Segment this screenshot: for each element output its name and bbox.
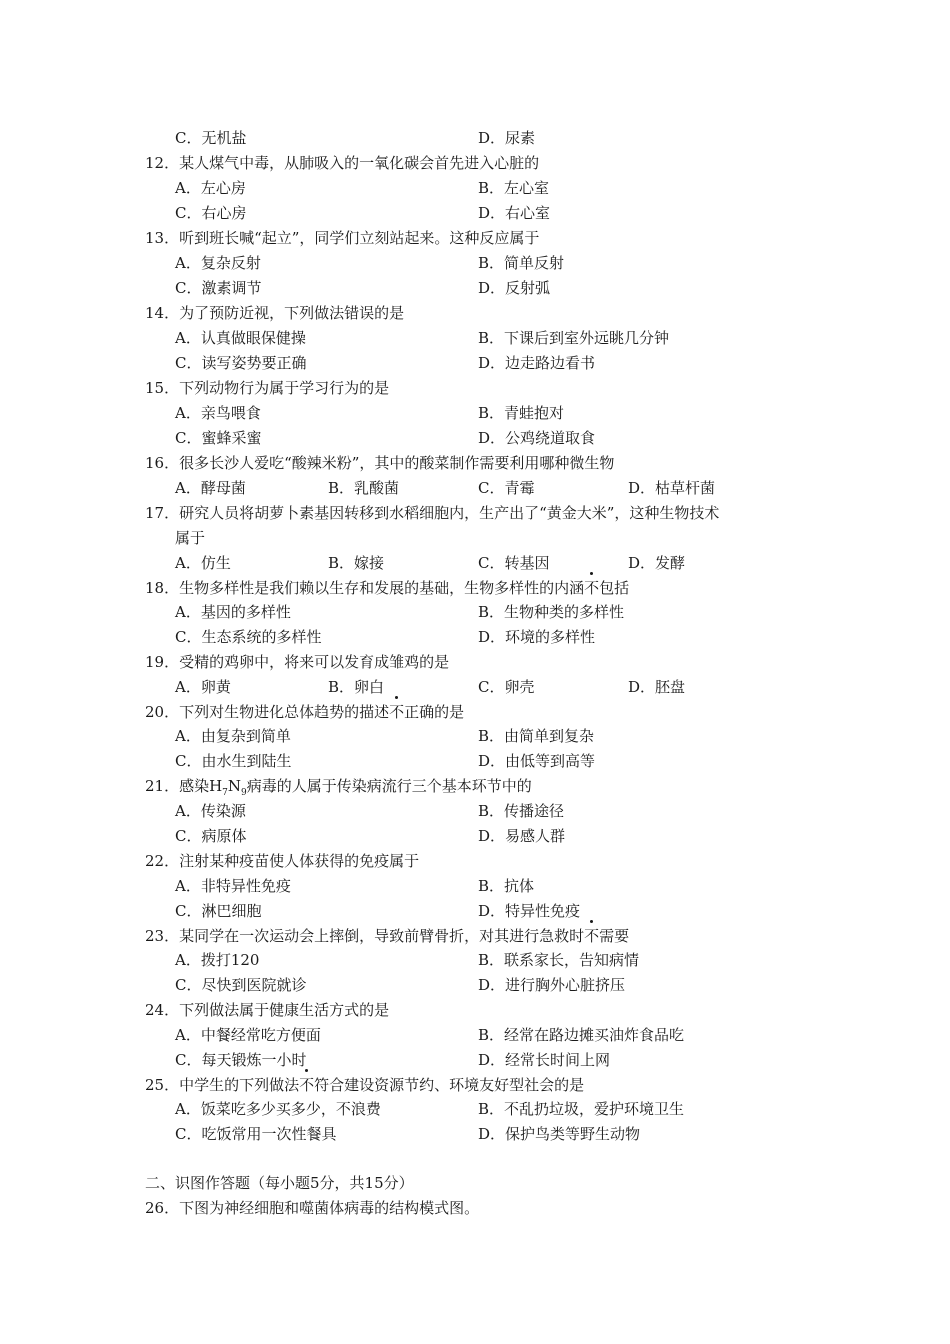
q20-stem-part-a: 20．下列对生物进化总体趋势的描述 <box>145 703 390 721</box>
q14-options-row-1 <box>175 326 875 350</box>
q20-stem-part-b: 正确的是 <box>404 703 465 721</box>
q13-options-row-2 <box>175 276 875 300</box>
q22-option-b: B．抗体 <box>478 877 535 895</box>
q23-stem <box>145 924 629 948</box>
q21-stem-part-a: 21．感染H <box>145 777 223 795</box>
q11-option-c: C．无机盐 <box>175 129 247 147</box>
q13-option-c: C．激素调节 <box>175 279 262 297</box>
q23-option-c: C．尽快到医院就诊 <box>175 976 307 994</box>
q21-option-b: B．传播途径 <box>478 802 565 820</box>
q12-option-c: C．右心房 <box>175 204 247 222</box>
q17-stem: 17．研究人员将胡萝卜素基因转移到水稻细胞内，生产出了“黄金大米”，这种生物技术 <box>145 504 720 522</box>
q17-stem-continued: 属于 <box>175 529 206 547</box>
q22-option-c: C．淋巴细胞 <box>175 902 262 920</box>
q11-option-d: D．尿素 <box>478 129 536 147</box>
q18-stem <box>145 576 629 600</box>
q25-stem-part-a: 25．中学生的下列做法 <box>145 1076 300 1094</box>
q16-option-d: D．枯草杆菌 <box>628 479 716 497</box>
q23-options-row-1 <box>175 948 875 972</box>
q18-option-a: A．基因的多样性 <box>175 603 291 621</box>
q25-option-b: B．不乱扔垃圾，爱护环境卫生 <box>478 1100 685 1118</box>
q14-option-b: B．下课后到室外远眺几分钟 <box>478 329 670 347</box>
q15-options-row-1 <box>175 401 875 425</box>
q25-stem <box>145 1073 584 1097</box>
q22-option-a: A．非特异性免疫 <box>175 877 291 895</box>
q18-stem-part-a: 18．生物多样性是我们赖以生存和发展的基础，生物多样性的内涵 <box>145 579 585 597</box>
q24-option-b: B．经常在路边摊买油炸食品吃 <box>478 1026 685 1044</box>
q16-option-c: C．青霉 <box>478 479 535 497</box>
q18-option-b: B．生物种类的多样性 <box>478 603 625 621</box>
q14-option-c: C．读写姿势要正确 <box>175 354 307 372</box>
q12-option-d: D．右心室 <box>478 204 551 222</box>
q15-stem: 15．下列动物行为属于学习行为的是 <box>145 379 390 397</box>
q20-option-b: B．由简单到复杂 <box>478 727 595 745</box>
q20-option-c: C．由水生到陆生 <box>175 752 292 770</box>
q21-options-row-1 <box>175 799 875 823</box>
q17-option-b: B．嫁接 <box>328 554 385 572</box>
q15-option-b: B．青蛙抱对 <box>478 404 565 422</box>
q23-stem-emphasis: 不 <box>584 924 599 948</box>
q26-stem: 26．下图为神经细胞和噬菌体病毒的结构模式图。 <box>145 1199 480 1217</box>
q25-option-c: C．吃饭常用一次性餐具 <box>175 1125 337 1143</box>
q13-option-b: B．简单反射 <box>478 254 565 272</box>
q15-option-d: D．公鸡绕道取食 <box>478 429 596 447</box>
section-2-title: 二、识图作答题（每小题5分，共15分） <box>145 1174 414 1192</box>
q20-option-d: D．由低等到高等 <box>478 752 596 770</box>
q13-options-row-1 <box>175 251 875 275</box>
q19-option-b: B．卵白 <box>328 678 385 696</box>
q24-options-row-1 <box>175 1023 875 1047</box>
q18-stem-emphasis: 不 <box>584 576 599 600</box>
q12-options-row-1 <box>175 176 875 200</box>
q12-option-a: A．左心房 <box>175 179 246 197</box>
q19-options-row <box>175 675 875 699</box>
q24-stem: 24．下列做法属于健康生活方式的是 <box>145 1001 390 1019</box>
q14-options-row-2 <box>175 351 875 375</box>
q13-option-d: D．反射弧 <box>478 279 551 297</box>
q15-option-c: C．蜜蜂采蜜 <box>175 429 262 447</box>
q21-options-row-2 <box>175 824 875 848</box>
q18-options-row-1 <box>175 600 875 624</box>
q14-option-a: A．认真做眼保健操 <box>175 329 306 347</box>
q12-option-b: B．左心室 <box>478 179 550 197</box>
q25-options-row-1 <box>175 1097 875 1121</box>
q21-option-a: A．传染源 <box>175 802 246 820</box>
q11-options-row <box>175 126 875 150</box>
q25-stem-part-b: 符合建设资源节约、环境友好型社会的是 <box>314 1076 585 1094</box>
q14-stem: 14．为了预防近视，下列做法错误的是 <box>145 304 405 322</box>
q13-stem: 13．听到班长喊“起立”，同学们立刻站起来。这种反应属于 <box>145 229 540 247</box>
q22-option-d: D．特异性免疫 <box>478 902 581 920</box>
q21-option-c: C．病原体 <box>175 827 247 845</box>
q18-stem-part-b: 包括 <box>599 579 630 597</box>
q16-options-row <box>175 476 875 500</box>
q22-options-row-2 <box>175 899 875 923</box>
q25-option-d: D．保护鸟类等野生动物 <box>478 1125 641 1143</box>
q23-option-d: D．进行胸外心脏挤压 <box>478 976 626 994</box>
q21-stem-subscript-1: 7 <box>222 788 228 798</box>
q17-options-row <box>175 551 875 575</box>
q20-stem <box>145 700 464 724</box>
q19-option-c: C．卵壳 <box>478 678 535 696</box>
q16-option-b: B．乳酸菌 <box>328 479 400 497</box>
q20-options-row-1 <box>175 724 875 748</box>
q21-stem-subscript-2: 9 <box>241 788 247 798</box>
q16-option-a: A．酵母菌 <box>175 479 246 497</box>
q22-stem: 22．注射某种疫苗使人体获得的免疫属于 <box>145 852 420 870</box>
q20-stem-emphasis: 不 <box>389 700 404 724</box>
q24-option-c: C．每天锻炼一小时 <box>175 1051 307 1069</box>
q25-options-row-2 <box>175 1122 875 1146</box>
q16-stem: 16．很多长沙人爱吃“酸辣米粉”，其中的酸菜制作需要利用哪种微生物 <box>145 454 615 472</box>
q19-stem: 19．受精的鸡卵中，将来可以发育成雏鸡的是 <box>145 653 450 671</box>
q18-option-d: D．环境的多样性 <box>478 628 596 646</box>
q21-stem-part-b: 病毒的人属于传染病流行三个基本环节中的 <box>246 777 532 795</box>
q12-options-row-2 <box>175 201 875 225</box>
q23-stem-part-a: 23．某同学在一次运动会上摔倒，导致前臂骨折，对其进行急救时 <box>145 927 585 945</box>
q18-option-c: C．生态系统的多样性 <box>175 628 322 646</box>
q23-options-row-2 <box>175 973 875 997</box>
q20-option-a: A．由复杂到简单 <box>175 727 291 745</box>
q23-option-a: A．拨打120 <box>175 951 260 969</box>
q23-stem-part-b: 需要 <box>599 927 630 945</box>
q23-option-b: B．联系家长，告知病情 <box>478 951 640 969</box>
q17-option-a: A．仿生 <box>175 554 231 572</box>
q14-option-d: D．边走路边看书 <box>478 354 596 372</box>
q24-option-d: D．经常长时间上网 <box>478 1051 611 1069</box>
q25-stem-emphasis: 不 <box>299 1073 314 1097</box>
q18-options-row-2 <box>175 625 875 649</box>
q25-option-a: A．饭菜吃多少买多少，不浪费 <box>175 1100 381 1118</box>
q24-options-row-2 <box>175 1048 875 1072</box>
q19-option-d: D．胚盘 <box>628 678 686 696</box>
q15-options-row-2 <box>175 426 875 450</box>
q15-option-a: A．亲鸟喂食 <box>175 404 261 422</box>
q22-options-row-1 <box>175 874 875 898</box>
q21-stem-mid: N <box>227 777 242 795</box>
q21-stem <box>145 774 532 798</box>
q13-option-a: A．复杂反射 <box>175 254 261 272</box>
q21-option-d: D．易感人群 <box>478 827 566 845</box>
q19-option-a: A．卵黄 <box>175 678 231 696</box>
q24-option-a: A．中餐经常吃方便面 <box>175 1026 321 1044</box>
q12-stem: 12．某人煤气中毒，从肺吸入的一氧化碳会首先进入心脏的 <box>145 154 540 172</box>
q17-option-d: D．发酵 <box>628 554 686 572</box>
q17-option-c: C．转基因 <box>478 554 550 572</box>
q20-options-row-2 <box>175 749 875 773</box>
